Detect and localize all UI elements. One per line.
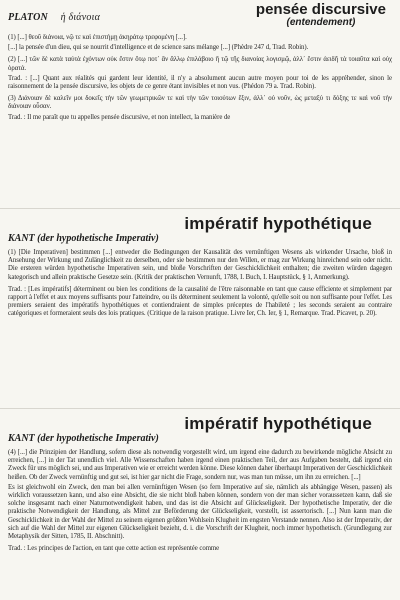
quote-translation: Trad. : [Les impératifs] déterminent ou bien les conditions de la causalité de l'être raisonnable en tant que cause efficiente et simplement par rapport à l'effet et aux moyens suffisants pour l'atteindre, ou ils déterminent seulement la volonté, qu'elle soit ou non suffisante pour l'effet. Les premiers seraient des impératifs hypothétiques et contiendraient de simples préceptes de l'habileté ; les seconds seraient au contraire catégoriques et formeraient seuls des lois pratiques. (Critique de la raison pratique. Livre Ier, Ch. Ier, § 1, Remarque. Trad. Picavet, p. 20). [8,285,392,318]
concept-title: impératif hypothétique [184,414,372,433]
quote-greek: (1) [...] θεοῦ διάνοια, νῷ τε καὶ ἐπιστήμῃ ἀκηράτῳ τρεφομένη [...]. [8,34,187,41]
quote-translation: [...] la pensée d'un dieu, qui se nourrit d'intelligence et de science sans mélange [...] (Phèdre 247 d, Trad. Robin). [8,44,309,52]
concept-subtitle: (entendement) [286,17,356,28]
entry-card-platon [0,0,400,208]
entry-header [0,409,400,443]
concept-title-text: pensée discursive [255,1,386,18]
author-name: PLATON [8,12,48,23]
entry-header [0,209,400,243]
author-heading: KANT (der hypothetische Imperativ) [8,233,159,244]
author-heading [8,12,100,23]
quote-german: (1) [Die Imperativen] bestimmen [...] entweder die Bedingungen der Kausalität des vernünftigen Wesens als wirkender Ursache, bloß in Ansehung der Wirkung und Zulänglichkeit zu derselben, oder sie bestimmen nur den Willen, er mag zur Wirkung hinreichend sein oder nicht. Die ersteren würden hypothetische Imperativen sein, und bloße Vorschriften der Geschicklichkeit enthalten; die zweiten würden dagegen kategorisch und allein praktische Gesetze sein. (Kritik der praktischen Vernunft, 1788, I. Buch, I. Hauptstück, § 1, Anmerkung). [8,249,392,281]
concept-title [256,3,386,28]
entry-card-kant-1 [0,208,400,409]
quote-german: (4) [...] die Prinzipien der Handlung, sofern diese als notwendig vorgestellt wird, um irgend eine dadurch zu bewirkende mögliche Absicht zu erreichen, [...] in der Tat unendlich viel. Alle Wissenschaften haben irgend einen praktischen Teil, der aus Aufgaben besteht, daß irgend ein Zweck für uns möglich sei, und aus Imperativen wie er erreicht werden könne. Diese können daher überhaupt Imperativen der Geschicklichkeit heißen. Ob der Zweck vernünftig und gut sei, ist hier gar nicht die Frage, sondern nur, was man tun müsse, um ihn zu erreichen. [...] [8,449,392,481]
author-heading: KANT (der hypothetische Imperativ) [8,433,159,444]
quote-greek: (2) [...] τῶν δὲ κατὰ ταὐτὰ ἐχόντων οὐκ ἔστιν ὅτῳ ποτ᾽ ἂν ἄλλῳ ἐπιλάβοιο ἢ τῷ τῆς διανοίας λογισμῷ, ἀλλ᾽ ἔστιν ἀειδῆ τὰ τοιαῦτα καὶ οὐχ ὁρατά. [8,56,392,72]
entry-card-kant-2 [0,408,400,600]
quote-translation: Trad. : Les principes de l'action, en tant que cette action est représentée comme [8,545,220,553]
concept-title: impératif hypothétique [184,214,372,233]
quote-translation: Trad. : Il me paraît que tu appelles pensée discursive, et non intellect, la manière de [8,113,231,121]
greek-term: ἡ διάνοια [60,12,101,23]
entry-header [0,0,400,34]
quote-greek: (3) Διάνοιαν δὲ καλεῖν μοι δοκεῖς τὴν τῶν γεωμετρικῶν τε καὶ τὴν τῶν τοιούτων ἕξιν, ἀλλ᾽ οὐ νοῦν, ὡς μεταξύ τι δόξης τε καὶ νοῦ τὴν διάνοιαν οὖσαν. [8,95,392,111]
quote-german: Es ist gleichwohl ein Zweck, den man bei allen vernünftigen Wesen (so fern Imperative auf sie, nämlich als abhängige Wesen, passen) als wirklich voraussetzen kann, und also eine Absicht, die sie nicht bloß haben können, sondern von der man sicher voraussetzen kann, daß sie solche insgesamt nach einer Naturnotwendigkeit haben, und das ist die Absicht auf Glückseligkeit. Der hypothetische Imperativ, der die praktische Notwendigkeit der Handlung, als Mittel zur Beförderung der Glückseligkeit, vorstellt, ist assertorisch. [...] Nun kann man die Geschicklichkeit in der Wahl der Mittel zu seinem eigenen größten Wohlsein Klugheit im engsten Verstande nennen. Also ist der Imperativ, der sich auf die Wahl der Mittel zur eigenen Glückseligkeit bezieht, d. i. die Vorschrift der Klugheit, noch immer hypothetisch. (Grundlegung zur Metaphysik der Sitten, 1785, II. Abschnitt). [8,483,392,541]
quote-translation: Trad. : [...] Quant aux réalités qui gardent leur identité, il n'y a absolument aucun autre moyen pour toi de les appréhender, sinon le raisonnement de la pensée discursive, les objets de ce genre étant invisibles et non vus. (Phédon 79 a. Trad. Robin). [8,74,392,91]
